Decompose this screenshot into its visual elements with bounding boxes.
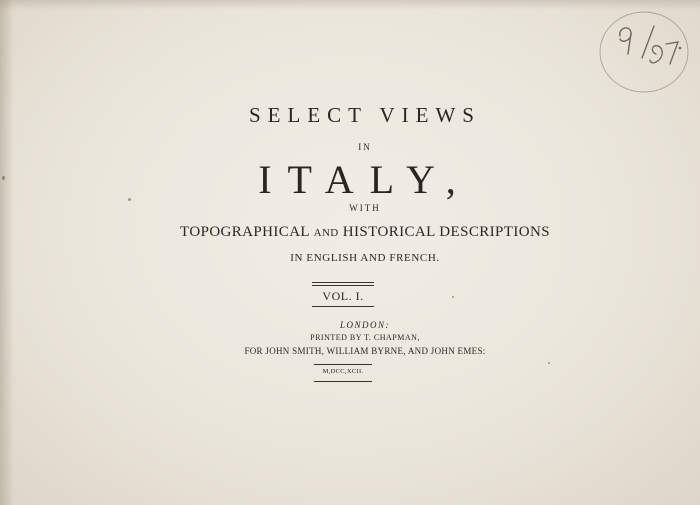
date-rule-top (314, 364, 372, 365)
date-block (314, 364, 372, 384)
volume-rule-top-inner (312, 285, 374, 286)
paper-speck (128, 198, 131, 201)
subtitle-descriptions (0, 224, 700, 241)
imprint-date: M,DCC,XCII. (322, 368, 364, 375)
imprint-printer: PRINTED BY T. CHAPMAN, (310, 333, 420, 342)
handwritten-pencil-note (598, 6, 690, 94)
volume-block (312, 282, 374, 308)
title-italy: ITALY, (258, 157, 472, 202)
paper-speck (452, 296, 454, 298)
title-select-views: SELECT VIEWS (249, 103, 481, 127)
title-in: IN (358, 142, 372, 152)
imprint-place: LONDON: (339, 320, 390, 330)
subtitle-languages: IN ENGLISH AND FRENCH. (290, 252, 440, 264)
volume-rule-top (312, 282, 374, 283)
subtitle-and: AND (313, 227, 339, 239)
volume-rule-bottom (312, 306, 374, 307)
imprint-publishers: FOR JOHN SMITH, WILLIAM BYRNE, AND JOHN EMES: (244, 346, 486, 356)
title-with: WITH (349, 203, 381, 213)
subtitle-topographical: TOPOGRAPHICAL (180, 224, 310, 240)
paper-speck (2, 176, 5, 180)
date-rule-bottom (314, 381, 372, 382)
page-top-shadow (0, 0, 700, 10)
volume-label: VOL. I. (322, 289, 364, 303)
subtitle-historical: HISTORICAL DESCRIPTIONS (342, 224, 550, 240)
paper-speck (548, 362, 550, 364)
